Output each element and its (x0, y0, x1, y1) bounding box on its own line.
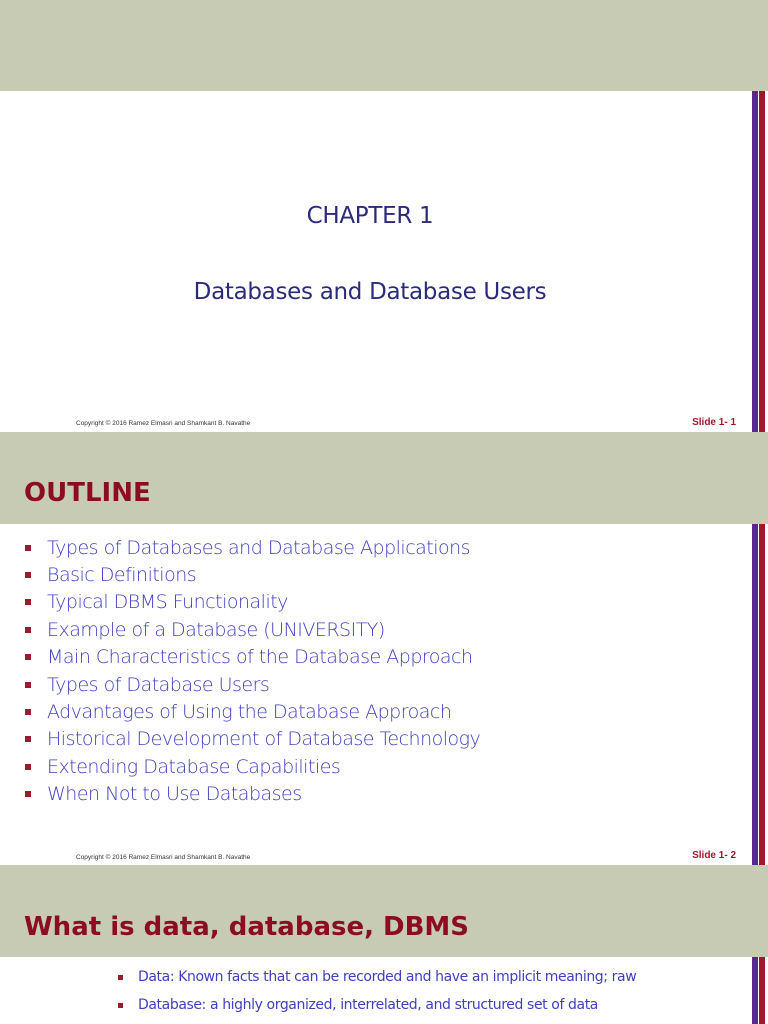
list-item: Basic Definitions (25, 561, 480, 588)
accent-stripe-red (759, 91, 765, 432)
outline-title: OUTLINE (24, 478, 151, 508)
list-item: When Not to Use Databases (25, 781, 480, 808)
bullet-square-icon (25, 736, 31, 742)
bullet-square-icon (25, 764, 31, 770)
bullet-square-icon (25, 709, 31, 715)
slide-3 (0, 957, 768, 1024)
data-database-title: What is data, database, DBMS (24, 912, 470, 942)
outline-list (25, 534, 480, 808)
accent-stripe-red (759, 524, 765, 865)
accent-stripe-purple (752, 524, 758, 865)
bullet-square-icon (25, 654, 31, 660)
bullet-square-icon (118, 1003, 123, 1008)
slide-1 (0, 91, 768, 432)
slide-2 (0, 524, 768, 865)
side-accent-bar (750, 957, 768, 1024)
definitions-list (118, 969, 638, 1024)
slide2-header-band (0, 432, 768, 524)
list-item: Extending Database Capabilities (25, 753, 480, 780)
accent-stripe-purple (752, 957, 758, 1024)
copyright-text: Copyright © 2016 Ramez Elmasri and Shamkant B. Navathe (76, 854, 251, 861)
side-accent-bar (750, 524, 768, 865)
list-item: Example of a Database (UNIVERSITY) (25, 616, 480, 643)
chapter-title: CHAPTER 1 (306, 203, 434, 229)
accent-stripe-red (759, 957, 765, 1024)
list-item: Historical Development of Database Technology (25, 726, 480, 753)
list-item: Types of Databases and Database Applications (25, 534, 480, 561)
list-item: Types of Database Users (25, 671, 480, 698)
slide3-header-band (0, 865, 768, 957)
list-item: Advantages of Using the Database Approach (25, 698, 480, 725)
bullet-square-icon (25, 572, 31, 578)
list-item: Database: a highly organized, interrelated, and structured set of data (118, 997, 638, 1013)
chapter-subtitle: Databases and Database Users (193, 279, 547, 305)
list-item: Data: Known facts that can be recorded and have an implicit meaning; raw (118, 969, 638, 985)
bullet-square-icon (25, 682, 31, 688)
bullet-square-icon (25, 627, 31, 633)
list-item: Main Characteristics of the Database Approach (25, 644, 480, 671)
bullet-square-icon (25, 545, 31, 551)
accent-stripe-purple (752, 91, 758, 432)
bullet-square-icon (25, 791, 31, 797)
bullet-square-icon (25, 599, 31, 605)
slide1-header-band (0, 0, 768, 91)
slide-number: Slide 1- 2 (692, 850, 736, 861)
list-item: Typical DBMS Functionality (25, 589, 480, 616)
side-accent-bar (750, 91, 768, 432)
slide-number: Slide 1- 1 (692, 417, 736, 428)
copyright-text: Copyright © 2016 Ramez Elmasri and Shamkant B. Navathe (76, 420, 251, 427)
bullet-square-icon (118, 975, 123, 980)
